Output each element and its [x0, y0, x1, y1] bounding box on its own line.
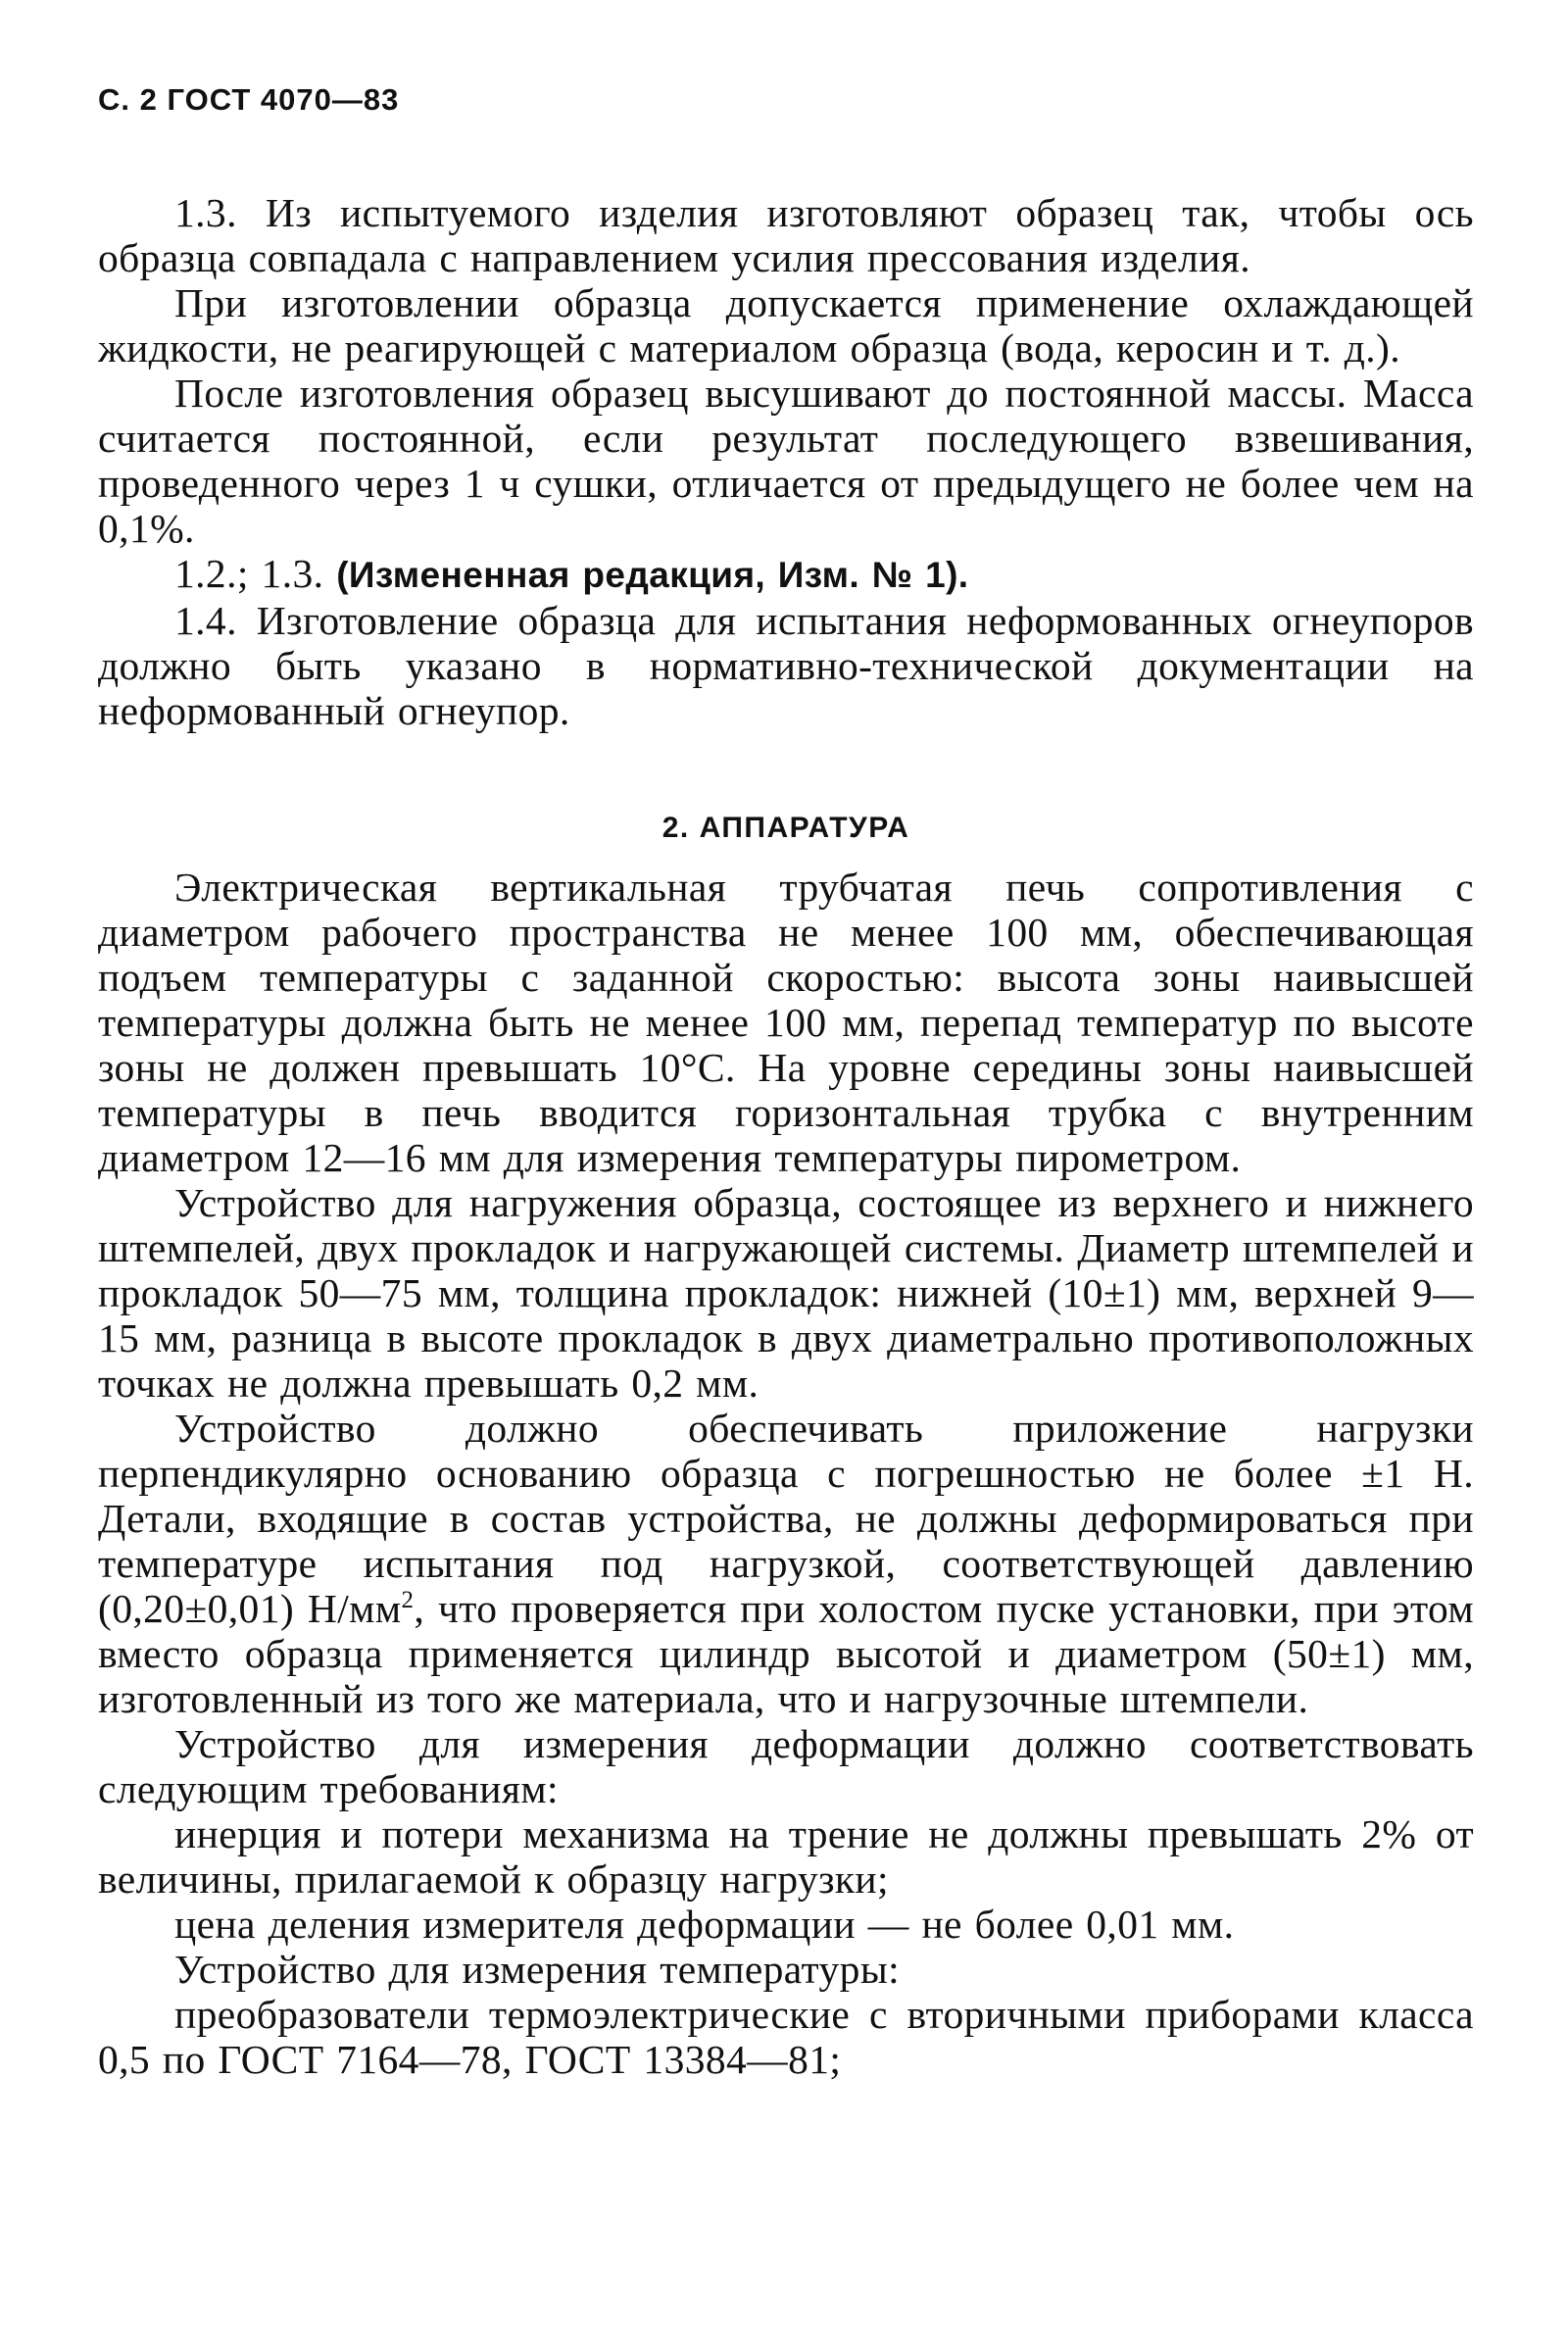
amendment-ref: 1.2.; 1.3.	[174, 551, 337, 596]
paragraph: После изготовления образец высушивают до постоянной массы. Масса считается постоянной, если результат последующего взвешивания, проведенного через 1 ч сушки, отличается от предыдущего не более чем на 0,1%.	[98, 371, 1474, 551]
paragraph: При изготовлении образца допускается применение охлаждающей жидкости, не реагирующей с материалом образца (вода, керосин и т. д.).	[98, 280, 1474, 371]
paragraph	[98, 1406, 1474, 1721]
paragraph: Устройство для измерения деформации должно соответствовать следующим требованиям:	[98, 1721, 1474, 1811]
paragraph: Устройство для нагружения образца, состоящее из верхнего и нижнего штемпелей, двух прокладок и нагружающей системы. Диаметр штемпелей и прокладок 50—75 мм, толщина прокладок: нижней (10±1) мм, верхней 9—15 мм, разница в высоте прокладок в двух диаметрально противоположных точках не должна превышать 0,2 мм.	[98, 1180, 1474, 1406]
section-heading: 2. АППАРАТУРА	[662, 812, 910, 844]
amendment-note	[98, 551, 1474, 598]
section-2-text	[98, 865, 1474, 2082]
paragraph: цена деления измерителя деформации — не более 0,01 мм.	[174, 1902, 1235, 1947]
paragraph: Электрическая вертикальная трубчатая печь сопротивления с диаметром рабочего пространства не менее 100 мм, обеспечивающая подъем температуры с заданной скоростью: высота зоны наивысшей температуры должна быть не менее 100 мм, перепад температур по высоте зоны не должен превышать 10°С. На уровне середины зоны наивысшей температуры в печь вводится горизонтальная трубка с внутренним диаметром 12—16 мм для измерения температуры пирометром.	[98, 865, 1474, 1180]
page-header: С. 2 ГОСТ 4070—83	[98, 82, 400, 117]
paragraph: Устройство для измерения температуры:	[174, 1947, 901, 1992]
paragraph: преобразователи термоэлектрические с вторичными приборами класса 0,5 по ГОСТ 7164—78, ГОСТ 13384—81;	[98, 1992, 1474, 2082]
amendment-bold: (Измененная редакция, Изм. № 1).	[336, 555, 969, 595]
paragraph: 1.3. Из испытуемого изделия изготовляют образец так, чтобы ось образца совпадала с направлением усилия прессования изделия.	[98, 190, 1474, 280]
paragraph: 1.4. Изготовление образца для испытания неформованных огнеупоров должно быть указано в нормативно-технической документации на неформованный огнеупор.	[98, 598, 1474, 733]
superscript: 2	[401, 1587, 415, 1614]
paragraph-part: , что проверяется при холостом пуске установки, при этом вместо образца применяется цилиндр высотой и диаметром (50±1) мм, изготовленный из того же материала, что и нагрузочные штемпели.	[98, 1586, 1474, 1721]
paragraph: инерция и потери механизма на трение не должны превышать 2% от величины, прилагаемой к образцу нагрузки;	[98, 1811, 1474, 1902]
paragraph-part: Устройство должно обеспечивать приложение нагрузки перпендикулярно основанию образца с погрешностью не более ±1 Н. Детали, входящие в состав устройства, не должны деформироваться при температуре испытания под нагрузкой, соответствующей давлению (0,20±0,01) Н/мм	[98, 1406, 1474, 1631]
section-1-text	[98, 190, 1474, 733]
